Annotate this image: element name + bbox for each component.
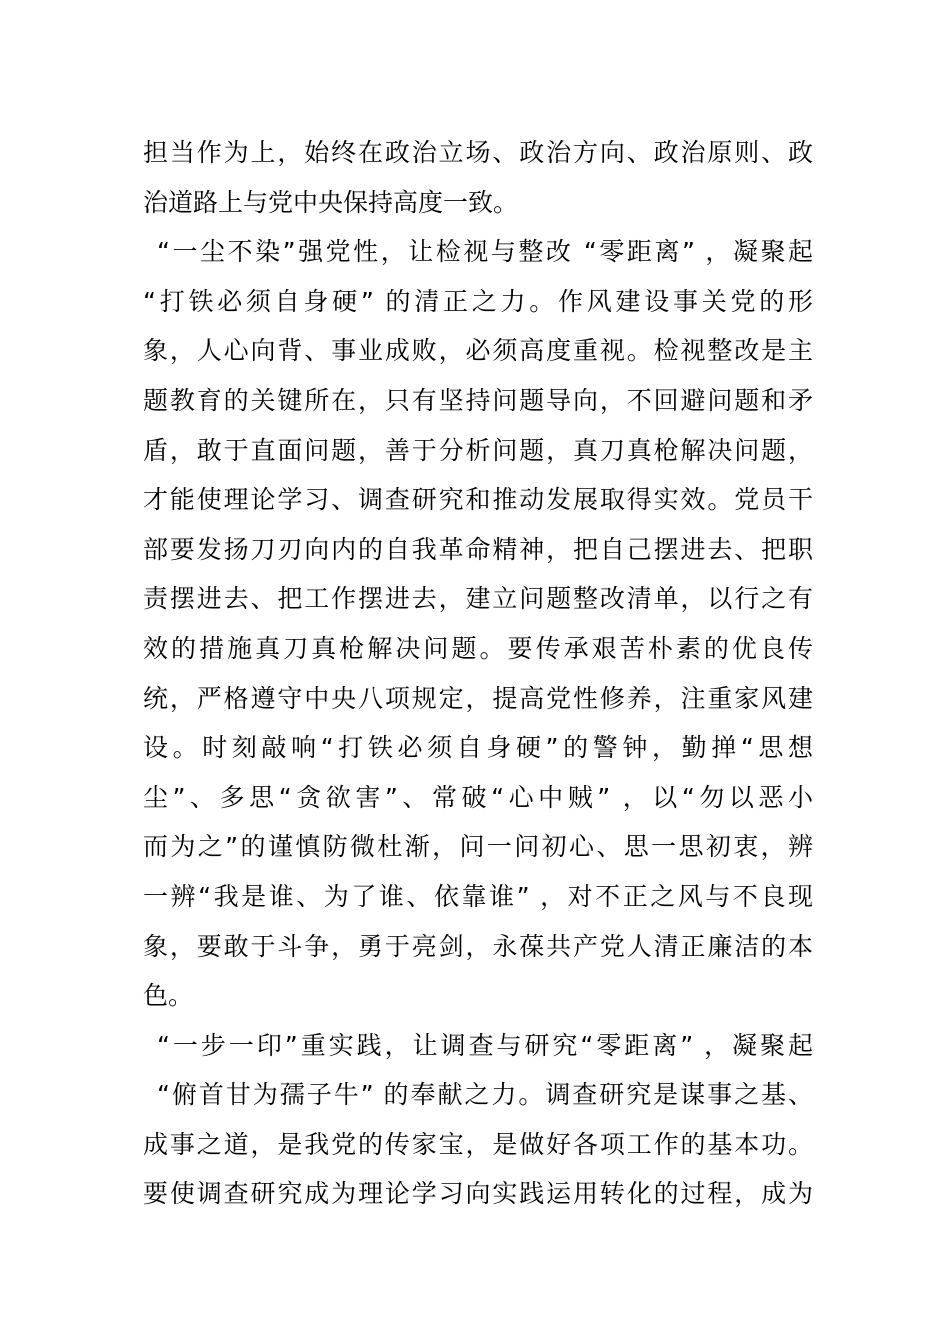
- text-line: 象，要敢于斗争，勇于亮剑，永葆共产党人清正廉洁的本: [143, 931, 813, 961]
- text-line: 题教育的关键所在，只有坚持问题导向，不回避问题和矛: [143, 385, 813, 415]
- text-line: 要使调查研究成为理论学习向实践运用转化的过程，成为: [143, 1179, 813, 1209]
- text-line: 色。: [143, 981, 194, 1011]
- text-line: 效的措施真刀真枪解决问题。要传承艰苦朴素的优良传: [143, 633, 813, 663]
- text-line: “俯首甘为孺子牛” 的奉献之力。调查研究是谋事之基、: [157, 1080, 813, 1110]
- text-line: 而为之”的谨慎防微杜渐，问一问初心、思一思初衷，辨: [143, 832, 813, 862]
- text-line: 担当作为上，始终在政治立场、政治方向、政治原则、政: [143, 138, 813, 167]
- text-line: 责摆进去、把工作摆进去，建立问题整改清单，以行之有: [143, 584, 813, 614]
- paragraph-practice: [143, 1021, 813, 1219]
- text-line: 统，严格遵守中央八项规定，提高党性修养，注重家风建: [143, 683, 813, 713]
- text-line: “一尘不染”强党性，让检视与整改 “零距离” ，凝聚起: [157, 237, 813, 267]
- text-line: 成事之道，是我党的传家宝，是做好各项工作的基本功。: [143, 1129, 813, 1159]
- text-line: 部要发扬刀刃向内的自我革命精神，把自己摆进去、把职: [143, 534, 813, 564]
- text-line: 才能使理论学习、调查研究和推动发展取得实效。党员干: [143, 485, 813, 515]
- text-line: “打铁必须自身硬” 的清正之力。作风建设事关党的形: [143, 286, 813, 316]
- paragraph-party-spirit: [143, 227, 813, 1021]
- text-line: 象，人心向背、事业成败，必须高度重视。检视整改是主: [143, 336, 813, 366]
- text-line: 一辨“我是谁、为了谁、依靠谁” ，对不正之风与不良现: [143, 881, 813, 911]
- text-line: 治道路上与党中央保持高度一致。: [143, 187, 519, 217]
- paragraph-continuation: [143, 128, 813, 227]
- body-text: [143, 128, 813, 1219]
- text-line: 盾，敢于直面问题，善于分析问题，真刀真枪解决问题，: [143, 435, 813, 465]
- text-line: 尘”、多思“贪欲害”、常破“心中贼” ，以“勿以恶小: [143, 782, 813, 812]
- text-line: 设。时刻敲响“打铁必须自身硬”的警钟，勤掸“思想: [143, 733, 813, 763]
- text-line: “一步一印”重实践，让调查与研究“零距离” ，凝聚起: [157, 1030, 813, 1060]
